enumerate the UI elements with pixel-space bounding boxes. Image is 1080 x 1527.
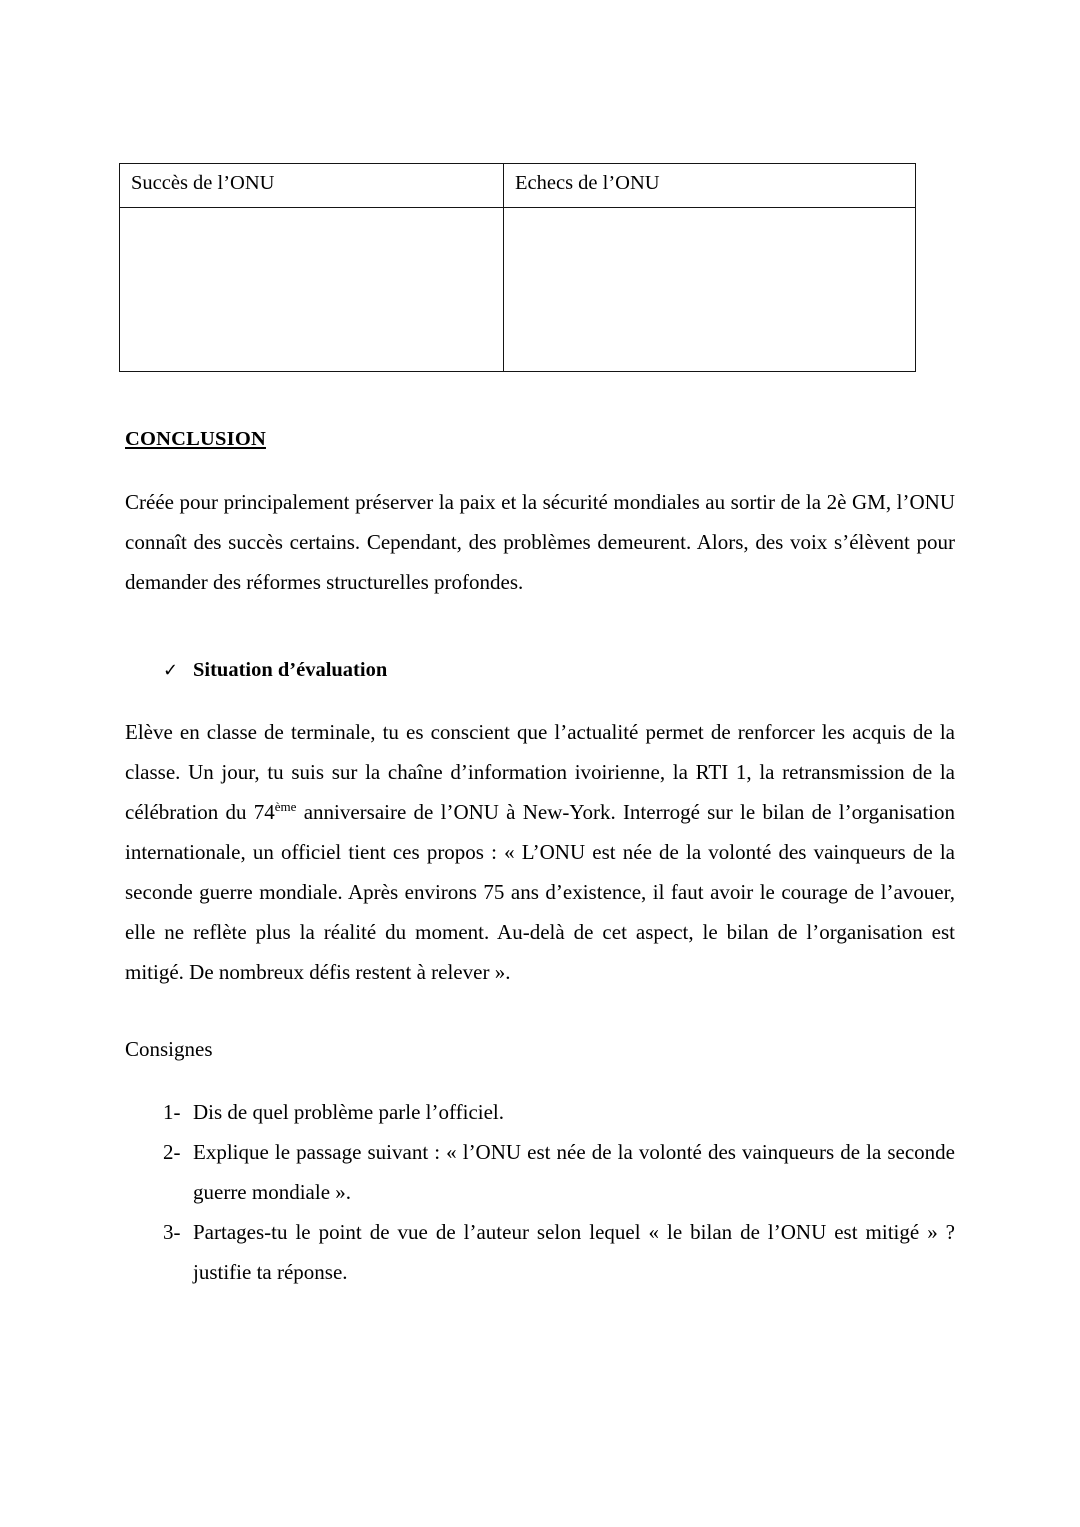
evaluation-text-part2: anniversaire de l’ONU à New-York. Interrogé sur le bilan de l’organisation internationale, un officiel tient ces propos : « L’ONU est née de la volonté des vainqueurs de la seconde guerre mondiale. Après environs 75 ans d’existence, il faut avoir le courage de l’avouer, elle ne reflète plus la réalité du moment. Au-delà de cet aspect, le bilan de l’organisation est mitigé. De nombreux défis restent à relever ». [125, 800, 955, 984]
list-item-marker: 1- [163, 1100, 181, 1124]
succes-echecs-table [119, 163, 891, 372]
consignes-label: Consignes [125, 1037, 213, 1061]
situation-evaluation-bullet [163, 655, 387, 686]
list-item-text: Explique le passage suivant : « l’ONU est née de la volonté des vainqueurs de la seconde guerre mondiale ». [193, 1140, 955, 1204]
list-item [163, 1132, 955, 1212]
list-item-text: Dis de quel problème parle l’officiel. [193, 1100, 505, 1124]
ordinal-superscript: ème [274, 799, 297, 814]
conclusion-heading: CONCLUSION [125, 428, 266, 450]
table-header-succes: Succès de l’ONU [120, 164, 504, 208]
table-header-row [120, 164, 916, 208]
situation-evaluation-label: Situation d’évaluation [193, 659, 388, 681]
list-item-marker: 3- [163, 1220, 181, 1244]
consignes-list [163, 1092, 955, 1292]
evaluation-text-part1: Elève en classe de terminale, tu es conscient que l’actualité permet de renforcer les acquis de la classe. Un jour, tu suis sur la chaîne d’information ivoirienne, la RTI 1, la retransmission de la célébration du 74 [125, 720, 955, 824]
list-item [163, 1212, 955, 1292]
table-body-row [120, 208, 916, 372]
table-cell-echecs[interactable] [504, 208, 916, 372]
table-cell-succes[interactable] [120, 208, 504, 372]
list-item-marker: 2- [163, 1140, 181, 1164]
list-item-text: Partages-tu le point de vue de l’auteur selon lequel « le bilan de l’ONU est mitigé » ? justifie ta réponse. [193, 1220, 955, 1284]
evaluation-paragraph [125, 712, 955, 992]
table-header-echecs: Echecs de l’ONU [504, 164, 916, 208]
check-mark-icon: ✓ [163, 660, 179, 681]
conclusion-paragraph: Créée pour principalement préserver la paix et la sécurité mondiales au sortir de la 2è GM, l’ONU connaît des succès certains. Cependant, des problèmes demeurent. Alors, des voix s’élèvent pour demander des réformes structurelles profondes. [125, 490, 955, 594]
list-item [163, 1092, 955, 1132]
